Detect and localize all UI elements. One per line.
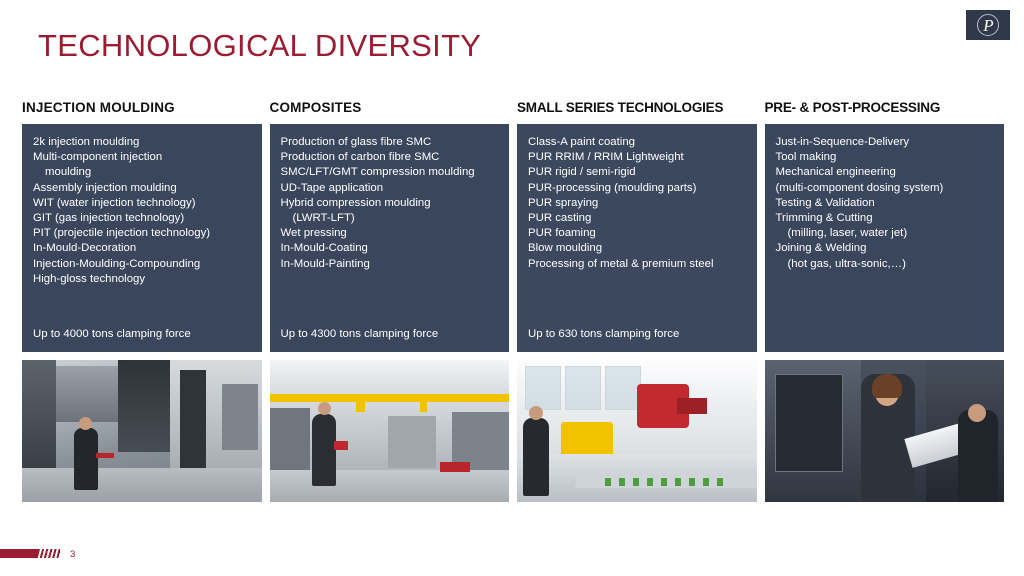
column-heading: SMALL SERIES TECHNOLOGIES [517,100,724,115]
list-item: PUR casting [528,212,592,225]
list-item: (hot gas, ultra-sonic,…) [787,257,906,270]
list-item: Multi-component injection [33,151,163,164]
list-item: Mechanical engineering [775,166,896,179]
columns-container [22,100,1004,352]
list-item: (multi-component dosing system) [775,181,944,194]
list-item: Blow moulding [528,242,603,255]
list-item: High-gloss technology [33,272,146,285]
list-item: Production of glass fibre SMC [280,136,432,148]
footer-hatch-decoration [38,549,60,558]
page-number: 3 [70,549,76,560]
column-panel [22,124,262,352]
list-item: (milling, laser, water jet) [787,227,908,240]
column-heading: COMPOSITES [269,100,362,115]
list-item: PUR-processing (moulding parts) [528,181,697,194]
list-item: Joining & Welding [775,242,867,255]
clamping-force-note: Up to 4300 tons clamping force [280,327,439,340]
list-item: Production of carbon fibre SMC [280,151,440,164]
photo-post-processing-inspection [765,360,1005,502]
list-item: Hybrid compression moulding [280,196,431,209]
column-list [281,135,499,272]
column-panel [765,124,1005,352]
list-item: Trimming & Cutting [775,212,873,225]
list-item: In-Mould-Decoration [33,242,137,255]
list-item: Processing of metal & premium steel [528,257,714,270]
list-item: (LWRT-LFT) [292,212,355,225]
list-item: SMC/LFT/GMT compression moulding [280,166,475,179]
photo-row [22,360,1004,502]
list-item: 2k injection moulding [33,136,140,148]
list-item: Tool making [775,151,837,164]
clamping-force-note: Up to 630 tons clamping force [528,327,680,340]
column-panel [270,124,510,352]
column-heading: PRE- & POST-PROCESSING [764,100,941,115]
column-list [776,135,994,272]
list-item: PUR rigid / semi-rigid [528,166,636,179]
list-item: PUR spraying [528,196,599,209]
list-item: Injection-Moulding-Compounding [33,257,201,270]
list-item: WIT (water injection technology) [33,196,196,209]
list-item: moulding [45,166,92,179]
list-item: GIT (gas injection technology) [33,212,185,225]
column-list [33,135,251,287]
photo-composites-production-hall [270,360,510,502]
list-item: Testing & Validation [775,196,875,209]
column-list [528,135,746,272]
column-composites [270,100,510,352]
list-item: Class-A paint coating [528,136,636,148]
column-injection-moulding [22,100,262,352]
photo-injection-moulding-machine [22,360,262,502]
list-item: PUR RRIM / RRIM Lightweight [528,151,684,164]
company-logo [966,10,1010,40]
list-item: In-Mould-Painting [280,257,370,270]
list-item: Wet pressing [280,227,347,240]
column-pre-post-processing [765,100,1005,352]
list-item: PUR foaming [528,227,596,240]
clamping-force-note: Up to 4000 tons clamping force [33,327,191,340]
page-title: TECHNOLOGICAL DIVERSITY [38,28,482,63]
list-item: UD-Tape application [280,181,384,194]
column-panel [517,124,757,352]
list-item: In-Mould-Coating [280,242,368,255]
column-heading: INJECTION MOULDING [22,100,175,115]
list-item: PIT (projectile injection technology) [33,227,211,240]
photo-small-series-clean-line [517,360,757,502]
list-item: Just-in-Sequence-Delivery [775,136,910,148]
column-small-series-technologies [517,100,757,352]
logo-monogram: P [977,14,999,36]
list-item: Assembly injection moulding [33,181,177,194]
